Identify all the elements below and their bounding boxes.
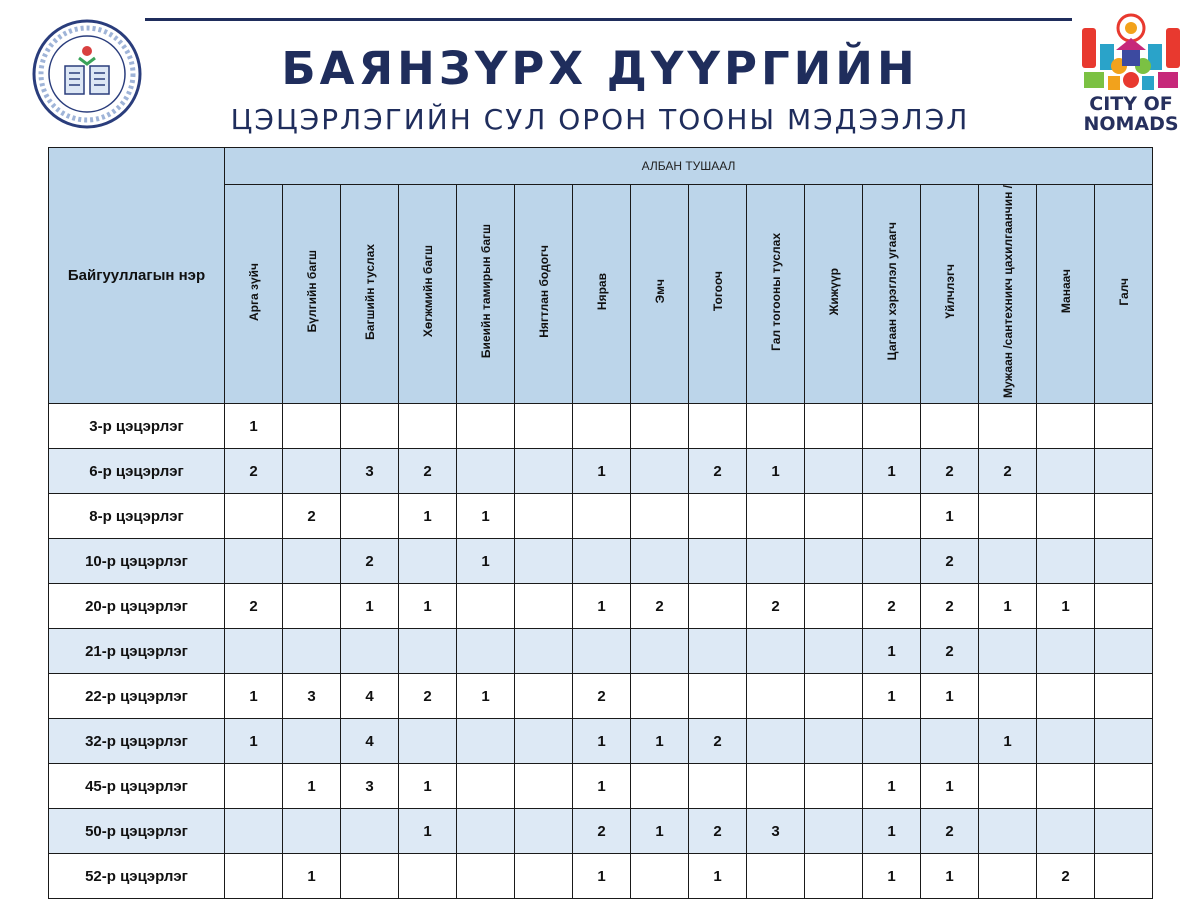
column-header-label: Арга зүйч [246,262,261,321]
vacancy-count-cell [573,404,631,449]
column-header-label: Манаач [1058,269,1073,314]
vacancy-count-cell [573,539,631,584]
vacancy-count-cell: 1 [399,809,457,854]
vacancy-count-cell [689,539,747,584]
column-header-label: Үйлчлэгч [942,264,957,319]
vacancy-count-cell: 2 [921,629,979,674]
column-header-label: Нягтлан бодогч [536,245,551,338]
table-row [49,719,1153,764]
vacancy-count-cell [225,764,283,809]
vacancy-count-cell [631,764,689,809]
vacancy-count-cell [341,809,399,854]
vacancy-count-cell [805,629,863,674]
vacancy-count-cell [1037,494,1095,539]
vacancy-count-cell: 1 [225,674,283,719]
vacancy-count-cell [631,539,689,584]
vacancy-count-cell: 2 [399,449,457,494]
vacancy-count-cell: 2 [921,809,979,854]
vacancy-count-cell [689,404,747,449]
vacancy-count-cell [515,584,573,629]
column-header [1037,185,1095,404]
vacancy-count-cell [979,629,1037,674]
vacancy-count-cell [979,809,1037,854]
vacancy-count-cell [1095,494,1153,539]
vacancy-count-cell: 2 [225,449,283,494]
vacancy-count-cell: 2 [689,719,747,764]
org-name-cell: 50-р цэцэрлэг [49,809,225,854]
vacancy-count-cell: 1 [573,719,631,764]
vacancy-count-cell [1095,719,1153,764]
vacancy-count-cell [1037,449,1095,494]
column-header [689,185,747,404]
column-header [1095,185,1153,404]
table-row [49,854,1153,899]
page-title: БАЯНЗҮРХ ДҮҮРГИЙН [281,42,919,95]
vacancy-count-cell [689,494,747,539]
vacancy-count-cell [283,809,341,854]
org-name-cell: 10-р цэцэрлэг [49,539,225,584]
column-header-label: Тогооч [710,271,725,312]
vacancy-count-cell: 2 [921,449,979,494]
vacancy-count-cell: 1 [399,584,457,629]
vacancy-count-cell [457,854,515,899]
vacancy-count-cell [225,854,283,899]
vacancy-count-cell [1095,404,1153,449]
vacancy-count-cell [515,449,573,494]
vacancy-count-cell [979,764,1037,809]
vacancy-count-cell [805,719,863,764]
org-name-header: Байгууллагын нэр [49,148,225,404]
vacancy-count-cell [689,764,747,809]
column-header-label: Мужаан /сантехникч цахилгаанчин / [1000,185,1015,399]
vacancy-count-cell [747,404,805,449]
vacancy-count-cell [1037,674,1095,719]
vacancy-count-cell [399,629,457,674]
vacancy-count-cell [979,674,1037,719]
vacancy-count-cell: 1 [573,764,631,809]
vacancy-count-cell [399,854,457,899]
vacancy-count-cell [341,404,399,449]
education-department-seal-icon [28,18,146,130]
vacancy-count-cell [631,854,689,899]
column-header [863,185,921,404]
vacancy-count-cell [689,584,747,629]
vacancy-count-cell [1095,629,1153,674]
column-header [747,185,805,404]
vacancy-count-cell [399,404,457,449]
vacancy-table [48,147,1153,899]
vacancy-count-cell [631,629,689,674]
column-header [341,185,399,404]
vacancy-count-cell: 2 [1037,854,1095,899]
vacancy-count-cell [805,854,863,899]
column-header-label: Гал тогооны туслах [768,232,783,351]
column-header [457,185,515,404]
vacancy-count-cell [979,404,1037,449]
vacancy-count-cell [747,494,805,539]
vacancy-count-cell [515,494,573,539]
vacancy-count-cell [399,719,457,764]
vacancy-count-cell [1095,449,1153,494]
vacancy-count-cell: 1 [747,449,805,494]
org-name-cell: 22-р цэцэрлэг [49,674,225,719]
vacancy-count-cell [1037,404,1095,449]
vacancy-count-cell: 2 [863,584,921,629]
position-group-header: АЛБАН ТУШААЛ [225,148,1153,185]
table-row [49,494,1153,539]
vacancy-count-cell [747,539,805,584]
vacancy-count-cell [1095,674,1153,719]
org-name-cell: 8-р цэцэрлэг [49,494,225,539]
vacancy-count-cell [1095,539,1153,584]
vacancy-count-cell: 1 [979,719,1037,764]
vacancy-count-cell [1095,584,1153,629]
column-header [979,185,1037,404]
logo-line-2: NOMADS [1083,113,1179,135]
vacancy-count-cell [979,854,1037,899]
vacancy-count-cell: 2 [399,674,457,719]
vacancy-count-cell: 2 [689,449,747,494]
vacancy-count-cell: 1 [457,494,515,539]
vacancy-count-cell: 1 [921,674,979,719]
table-row [49,629,1153,674]
vacancy-count-cell [1095,854,1153,899]
page-subtitle: ЦЭЦЭРЛЭГИЙН СУЛ ОРОН ТООНЫ МЭДЭЭЛЭЛ [230,103,970,136]
vacancy-count-cell [1037,539,1095,584]
vacancy-count-cell: 1 [225,719,283,764]
vacancy-count-cell [457,809,515,854]
vacancy-count-cell [805,539,863,584]
column-header [515,185,573,404]
vacancy-count-cell: 2 [341,539,399,584]
vacancy-count-cell: 1 [863,449,921,494]
column-header [225,185,283,404]
vacancy-count-cell: 1 [341,584,399,629]
column-header-label: Галч [1116,277,1131,306]
org-name-cell: 6-р цэцэрлэг [49,449,225,494]
vacancy-count-cell: 2 [573,674,631,719]
vacancy-count-cell [457,584,515,629]
vacancy-count-cell [283,539,341,584]
vacancy-count-cell [805,449,863,494]
vacancy-count-cell: 4 [341,719,399,764]
column-header-label: Биеийн тамирын багш [478,224,493,359]
vacancy-count-cell [399,539,457,584]
vacancy-count-cell [805,809,863,854]
vacancy-count-cell: 1 [573,584,631,629]
org-name-cell: 21-р цэцэрлэг [49,629,225,674]
vacancy-count-cell [457,764,515,809]
top-rule [145,18,1072,21]
vacancy-count-cell: 1 [631,809,689,854]
vacancy-count-cell: 1 [863,674,921,719]
vacancy-count-cell: 1 [283,854,341,899]
column-header [283,185,341,404]
city-of-nomads-logo-text [1072,94,1190,134]
vacancy-count-cell [457,404,515,449]
vacancy-count-cell [283,719,341,764]
vacancy-count-cell [631,404,689,449]
vacancy-count-cell [515,629,573,674]
vacancy-count-cell: 1 [283,764,341,809]
vacancy-count-cell: 1 [921,764,979,809]
vacancy-count-cell [515,539,573,584]
column-header [921,185,979,404]
vacancy-count-cell [515,764,573,809]
vacancy-count-cell [805,764,863,809]
org-name-cell: 45-р цэцэрлэг [49,764,225,809]
column-header [805,185,863,404]
vacancy-count-cell [863,404,921,449]
table-row [49,809,1153,854]
column-header-label: Цагаан хэрэглэл угаагч [884,222,899,361]
vacancy-count-cell: 2 [921,539,979,584]
vacancy-count-cell [747,629,805,674]
logo-line-1: CITY OF [1089,93,1173,115]
vacancy-count-cell [631,494,689,539]
vacancy-count-cell [515,719,573,764]
vacancy-count-cell: 1 [863,764,921,809]
vacancy-count-cell [1095,809,1153,854]
vacancy-count-cell: 3 [341,764,399,809]
vacancy-count-cell: 1 [573,854,631,899]
table-row [49,539,1153,584]
vacancy-count-cell: 1 [631,719,689,764]
vacancy-count-cell [283,404,341,449]
vacancy-count-cell [515,854,573,899]
vacancy-count-cell: 1 [863,854,921,899]
table-row [49,449,1153,494]
vacancy-count-cell: 4 [341,674,399,719]
vacancy-count-cell: 1 [863,629,921,674]
vacancy-count-cell: 1 [399,494,457,539]
vacancy-count-cell [863,494,921,539]
vacancy-count-cell [689,674,747,719]
vacancy-count-cell [225,629,283,674]
vacancy-count-cell [457,629,515,674]
vacancy-count-cell [573,494,631,539]
vacancy-count-cell [283,629,341,674]
column-header [631,185,689,404]
vacancy-count-cell [979,494,1037,539]
vacancy-count-cell [225,809,283,854]
vacancy-count-cell [1037,719,1095,764]
table-row [49,764,1153,809]
vacancy-count-cell [225,539,283,584]
vacancy-count-cell [225,494,283,539]
vacancy-count-cell: 1 [1037,584,1095,629]
vacancy-count-cell: 3 [747,809,805,854]
vacancy-count-cell [747,674,805,719]
vacancy-count-cell [1037,629,1095,674]
vacancy-count-cell: 1 [457,539,515,584]
vacancy-count-cell [341,854,399,899]
vacancy-count-cell [283,449,341,494]
vacancy-count-cell [921,404,979,449]
column-header [573,185,631,404]
vacancy-count-cell: 2 [747,584,805,629]
column-header-label: Нярав [594,272,609,311]
vacancy-count-cell: 2 [283,494,341,539]
vacancy-count-cell [283,584,341,629]
vacancy-count-cell [457,449,515,494]
vacancy-count-cell: 1 [225,404,283,449]
vacancy-count-cell [515,404,573,449]
vacancy-count-cell [573,629,631,674]
vacancy-count-cell [631,674,689,719]
vacancy-count-cell [747,854,805,899]
org-name-cell: 3-р цэцэрлэг [49,404,225,449]
vacancy-count-cell: 3 [283,674,341,719]
column-header-label: Багшийн туслах [362,243,377,340]
vacancy-count-cell: 1 [689,854,747,899]
table-row [49,674,1153,719]
org-name-cell: 20-р цэцэрлэг [49,584,225,629]
vacancy-count-cell: 2 [921,584,979,629]
vacancy-count-cell [805,584,863,629]
vacancy-count-cell: 2 [225,584,283,629]
vacancy-count-cell [979,539,1037,584]
vacancy-count-cell [341,629,399,674]
vacancy-count-cell: 1 [573,449,631,494]
vacancy-count-cell: 2 [689,809,747,854]
vacancy-count-cell: 1 [979,584,1037,629]
vacancy-count-cell: 2 [979,449,1037,494]
column-header-label: Хөгжмийн багш [420,245,435,338]
vacancy-count-cell [921,719,979,764]
vacancy-count-cell [747,719,805,764]
vacancy-count-cell [1037,764,1095,809]
table-row [49,584,1153,629]
vacancy-count-cell [631,449,689,494]
vacancy-count-cell [805,494,863,539]
vacancy-count-cell: 2 [631,584,689,629]
table-row [49,404,1153,449]
vacancy-count-cell [863,539,921,584]
column-header-label: Жижүүр [826,267,841,316]
vacancy-count-cell [515,674,573,719]
vacancy-count-cell: 1 [863,809,921,854]
vacancy-count-cell [689,629,747,674]
vacancy-count-cell [457,719,515,764]
vacancy-count-cell: 1 [921,494,979,539]
vacancy-count-cell: 3 [341,449,399,494]
vacancy-count-cell [863,719,921,764]
vacancy-count-cell [1037,809,1095,854]
vacancy-count-cell [747,764,805,809]
vacancy-count-cell [805,404,863,449]
vacancy-count-cell [515,809,573,854]
column-header-label: Эмч [652,279,667,304]
column-header-label: Бүлгийн багш [304,250,319,333]
column-header [399,185,457,404]
vacancy-count-cell [805,674,863,719]
vacancy-count-cell: 1 [921,854,979,899]
org-name-cell: 32-р цэцэрлэг [49,719,225,764]
vacancy-count-cell: 1 [399,764,457,809]
vacancy-count-cell: 1 [457,674,515,719]
vacancy-count-cell [341,494,399,539]
org-name-cell: 52-р цэцэрлэг [49,854,225,899]
vacancy-count-cell: 2 [573,809,631,854]
vacancy-count-cell [1095,764,1153,809]
